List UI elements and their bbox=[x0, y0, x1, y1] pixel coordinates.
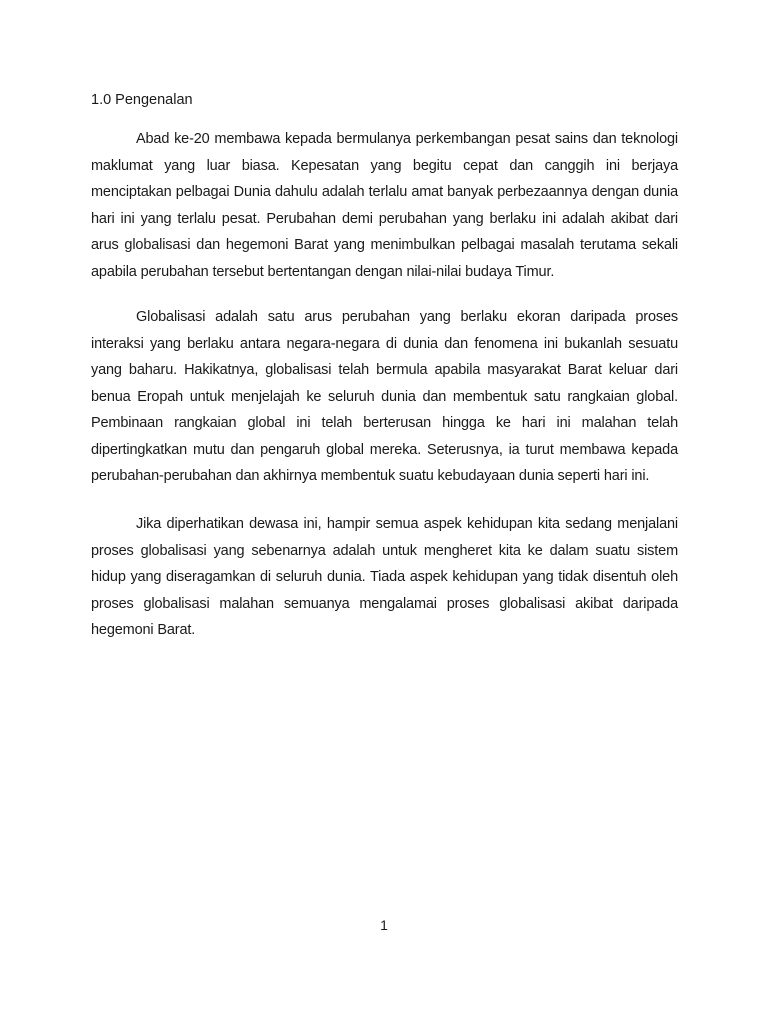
section-heading: 1.0 Pengenalan bbox=[91, 92, 193, 108]
page-number: 1 bbox=[380, 917, 388, 933]
paragraph-3: Jika diperhatikan dewasa ini, hampir semua aspek kehidupan kita sedang menjalani proses globalisasi yang sebenarnya adalah untuk mengheret kita ke dalam suatu sistem hidup yang diseragamkan di seluruh dunia. Tiada aspek kehidupan yang tidak disentuh oleh proses globalisasi malahan semuanya mengalamai proses globalisasi akibat daripada hegemoni Barat. bbox=[91, 516, 678, 638]
paragraph-2: Globalisasi adalah satu arus perubahan yang berlaku ekoran daripada proses interaksi yang berlaku antara negara-negara di dunia dan fenomena ini bukanlah sesuatu yang baharu. Hakikatnya, globalisasi telah bermula apabila masyarakat Barat keluar dari benua Eropah untuk menjelajah ke seluruh dunia dan membentuk satu rangkaian global. Pembinaan rangkaian global ini telah berterusan hingga ke hari ini malahan telah dipertingkatkan mutu dan pengaruh global mereka. Seterusnya, ia turut membawa kepada perubahan-perubahan dan akhirnya membentuk suatu kebudayaan dunia seperti hari ini. bbox=[91, 309, 678, 484]
paragraph-1: Abad ke-20 membawa kepada bermulanya perkembangan pesat sains dan teknologi maklumat yang luar biasa. Kepesatan yang begitu cepat dan canggih ini berjaya menciptakan pelbagai Dunia dahulu adalah terlalu amat banyak perbezaannya dengan dunia hari ini yang terlalu pesat. Perubahan demi perubahan yang berlaku ini adalah akibat dari arus globalisasi dan hegemoni Barat yang menimbulkan pelbagai masalah terutama sekali apabila perubahan tersebut bertentangan dengan nilai-nilai budaya Timur. bbox=[91, 131, 678, 280]
